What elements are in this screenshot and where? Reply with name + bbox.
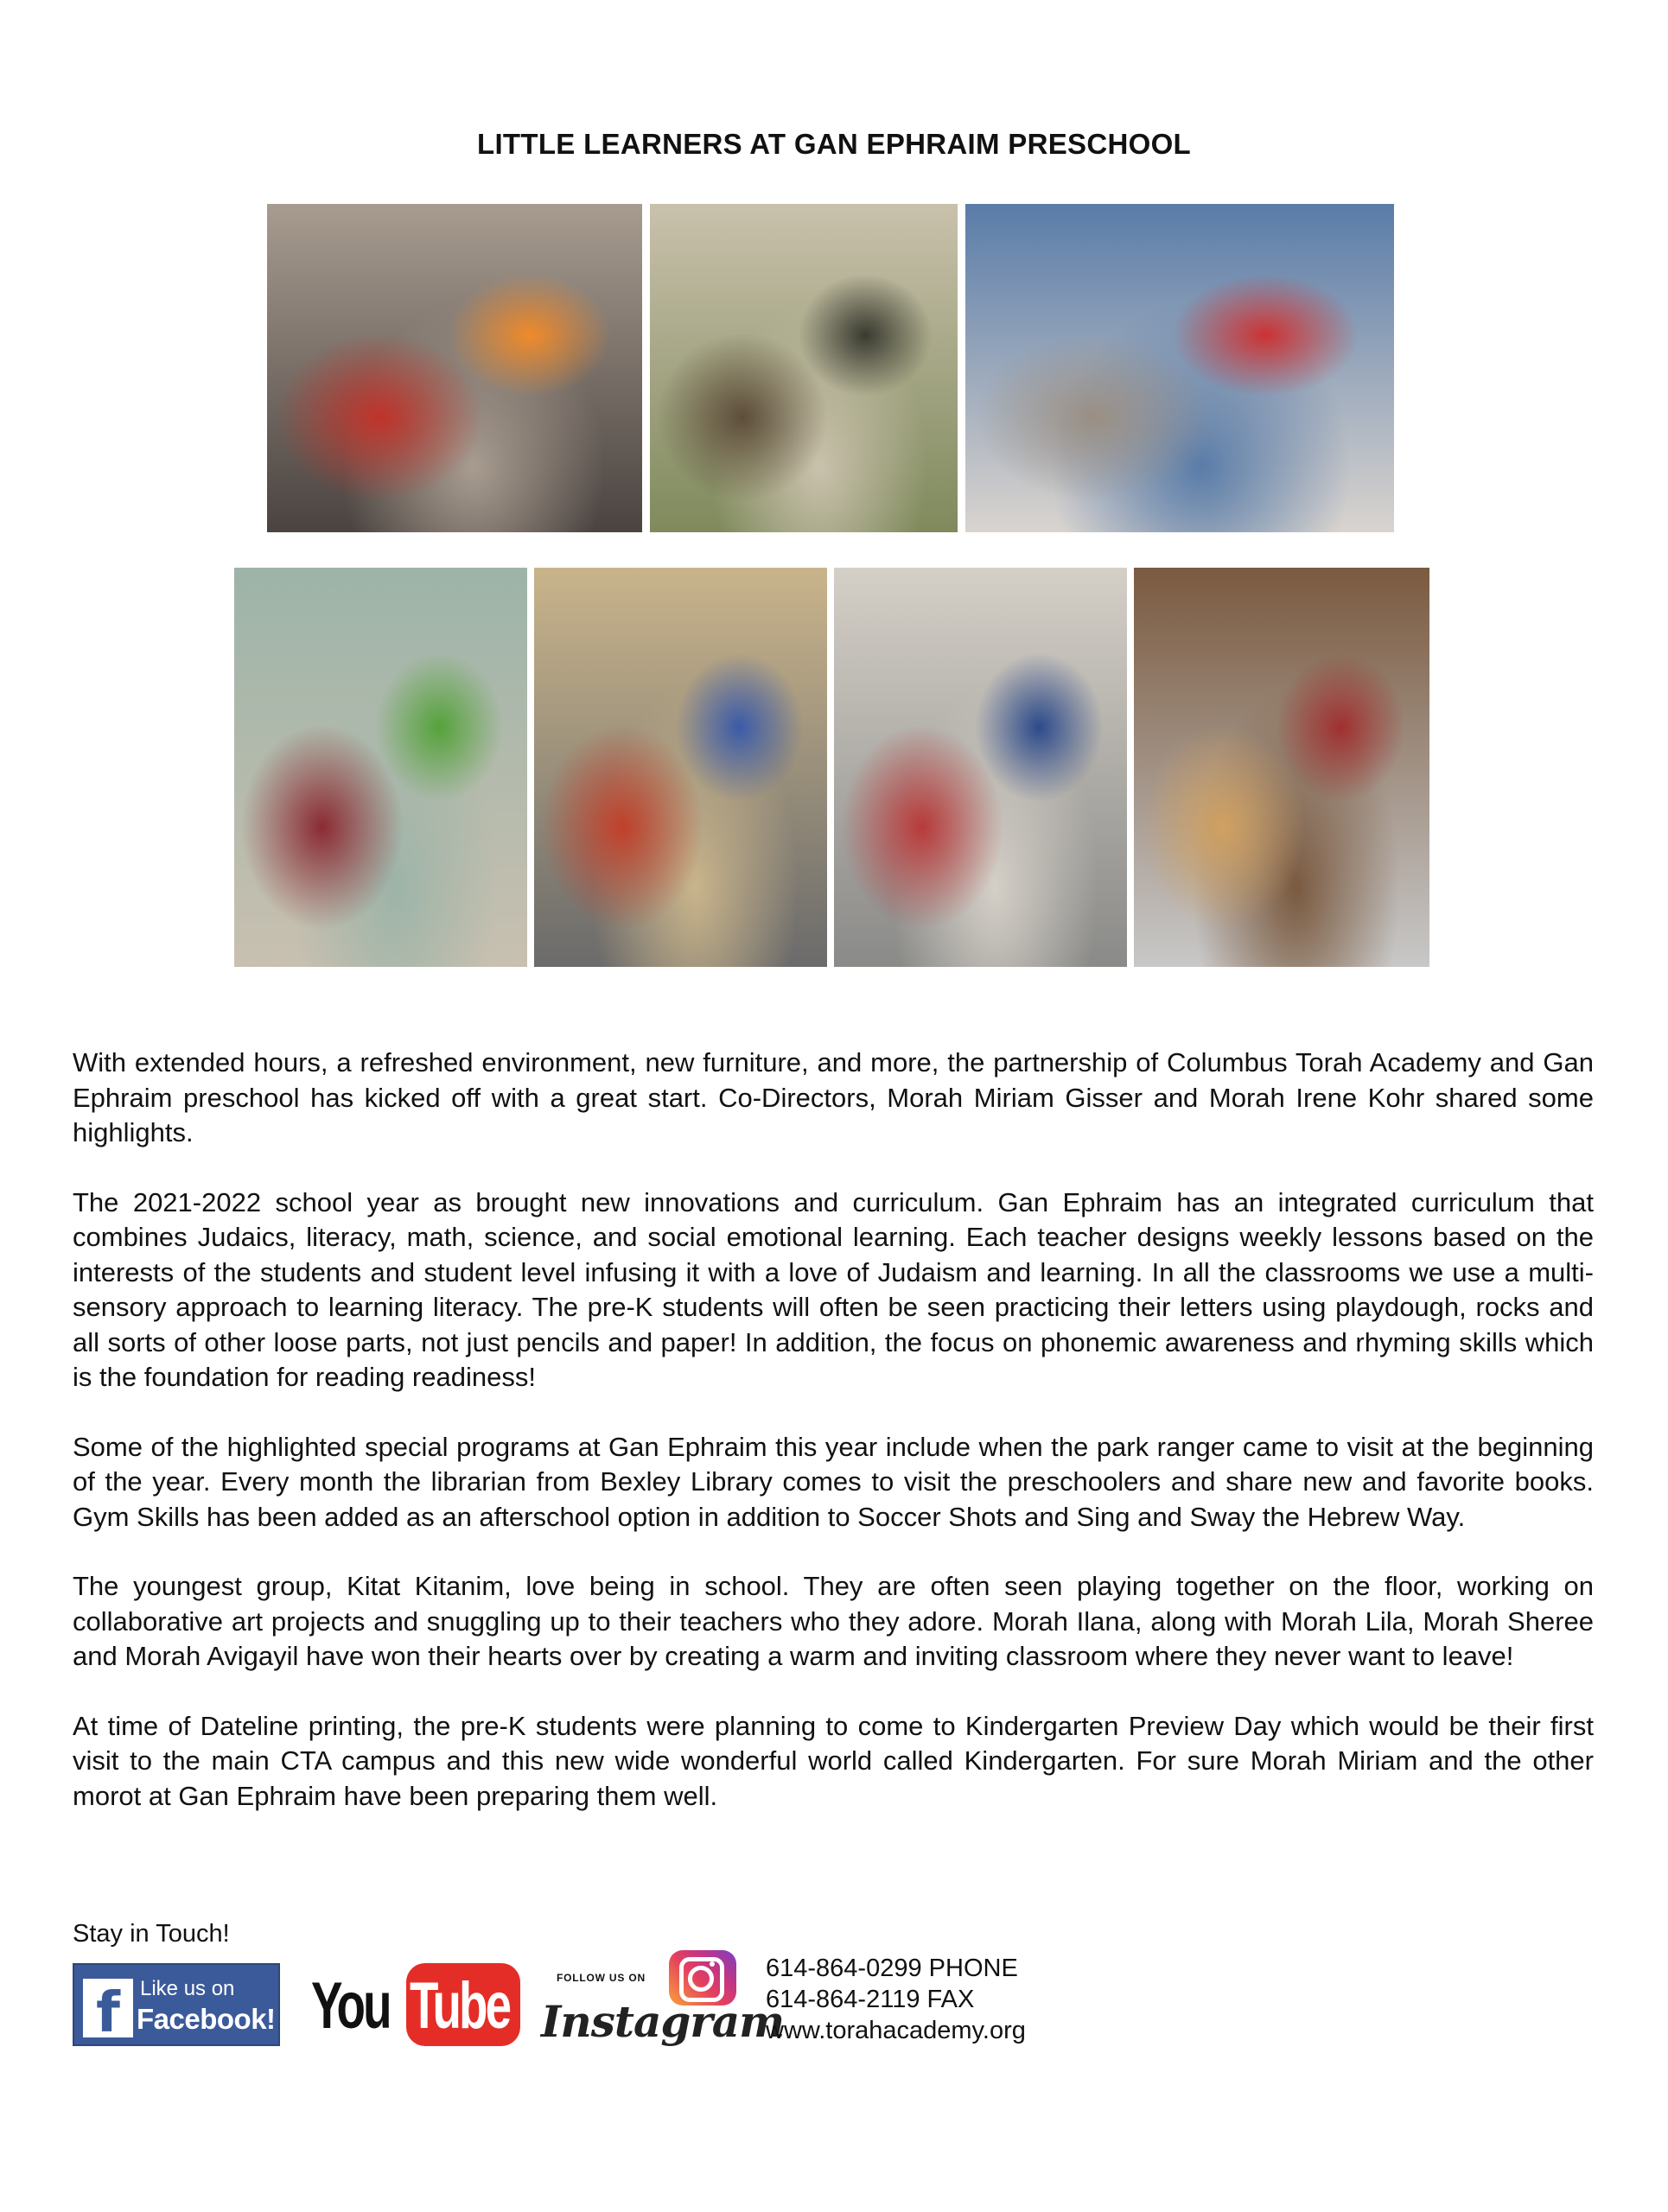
paragraph-kindergarten-preview: At time of Dateline printing, the pre-K students were planning to come to Kindergarten Preview Day which would be their first visit to the main CTA campus and this new wide wonderful world called Kindergarten. For sure Morah Miriam and the other morot at Gan Ephraim have been preparing them well. [73,1710,1594,1811]
page-title: LITTLE LEARNERS AT GAN EPHRAIM PRESCHOOL [476,128,1191,160]
photo-classroom-sign [834,568,1127,967]
website-link[interactable]: www.torahacademy.org [766,2017,1026,2044]
photo-park-ranger [650,204,958,532]
paragraph-youngest-group: The youngest group, Kitat Kitanim, love being in school. They are often seen playing together on the floor, working on collaborative art projects and snuggling up to their teachers who they adore. Morah Ilana, along with Morah Lila, Morah Sheree and Morah Avigayil have won their hearts over by creating a warm and inviting classroom where they never want to leave! [73,1571,1594,1671]
paragraph-curriculum: The 2021-2022 school year as brought new innovations and curriculum. Gan Ephraim has an integrated curriculum that combines Judaics, literacy, math, science, and social emotional learning. Each teacher designs weekly lessons based on the interests of the students and student level infusing it with a love of Judaism and learning. In all the classrooms we use a multi-sensory approach to learning literacy. The pre-K students will often be seen practicing their letters using playdough, rocks and all sorts of other loose parts, not just pencils and paper! In addition, the focus on phonemic awareness and rhyming skills which is the foundation for reading readiness! [73,1186,1594,1392]
paragraph-programs: Some of the highlighted special programs at Gan Ephraim this year include when the park ranger came to visit at the beginning of the year. Every month the librarian from Bexley Library comes to visit the preschoolers and share new and favorite books. Gym Skills has been added as an afterschool option in addition to Soccer Shots and Sing and Sway the Hebrew Way. [73,1431,1594,1532]
youtube-logo[interactable] [311,1961,522,2048]
fax-number: 614-864-2119 FAX [766,1986,975,2013]
photo-puzzle [534,568,827,967]
youtube-you-text: You [311,1969,390,2043]
photo-soccer [267,204,642,532]
article-body [73,1046,1594,1848]
instagram-follow-label: FOLLOW US ON [557,1972,646,1984]
photo-easel-painting [1134,568,1429,967]
phone-number: 614-864-0299 PHONE [766,1955,1018,1982]
photo-dress-up [234,568,527,967]
stay-in-touch-label: Stay in Touch! [73,1920,230,1948]
photo-painting-table [965,204,1394,532]
paragraph-intro: With extended hours, a refreshed environment, new furniture, and more, the partnership of Columbus Torah Academy and Gan Ephraim preschool has kicked off with a great start. Co-Directors, Morah Miriam Gisser and Morah Irene Kohr shared some highlights. [73,1047,1594,1147]
youtube-tube-text: Tube [410,1969,510,2043]
facebook-icon: f [83,1979,133,2037]
contact-info [766,1953,1026,2046]
facebook-line1: Like us on [140,1977,235,2000]
facebook-badge[interactable] [73,1963,280,2046]
instagram-wordmark[interactable]: Instagram [541,1996,784,2047]
facebook-line2: Facebook! [137,2003,276,2035]
